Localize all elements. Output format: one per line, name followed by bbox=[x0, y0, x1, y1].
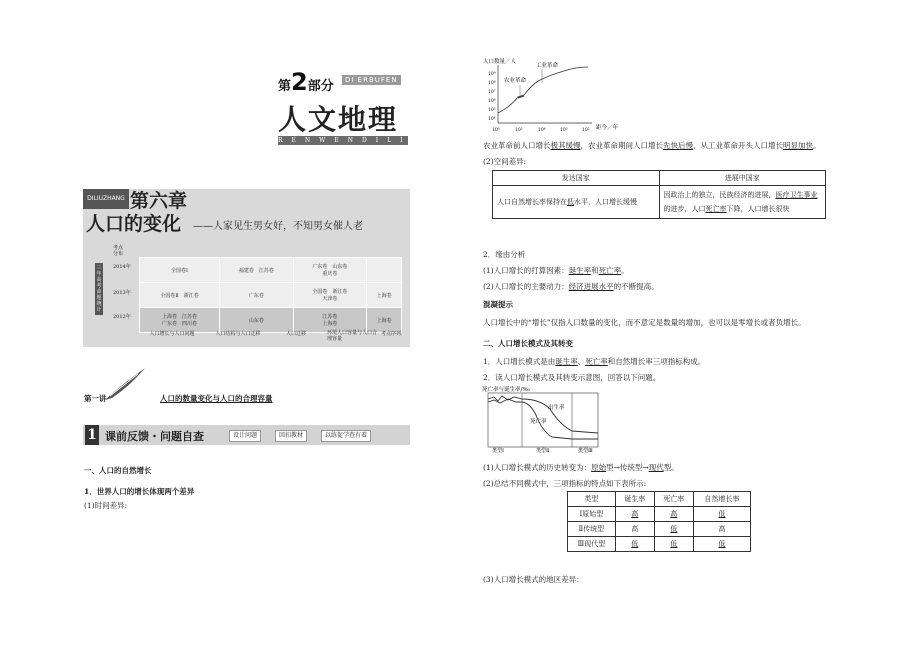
main-driving-force bbox=[483, 281, 659, 292]
table-cell: 上海卷 bbox=[367, 283, 402, 308]
text: 型。 bbox=[663, 463, 679, 472]
text: 因政治上的独立，民族经济的进展， bbox=[663, 191, 776, 199]
answer: 诞生率 bbox=[555, 357, 578, 366]
part-header bbox=[278, 68, 408, 136]
country-comparison-table bbox=[492, 170, 826, 219]
part-number: 2 bbox=[291, 68, 308, 96]
table-row bbox=[493, 186, 826, 219]
text: ，从工业革命开头人口增长 bbox=[693, 141, 783, 150]
text: 水平，人口增长缓慢 bbox=[574, 197, 637, 206]
text: 和 bbox=[591, 266, 599, 275]
chapter-number: 第六章 bbox=[130, 190, 188, 212]
death-rate-label: 死亡率 bbox=[530, 419, 547, 425]
exam-footer-label: 考点序列 bbox=[381, 331, 402, 337]
answer: 死亡率 bbox=[585, 357, 608, 366]
answer: 诞生率 bbox=[568, 266, 592, 275]
table-row bbox=[140, 308, 402, 333]
x-tick-label: 10⁶ bbox=[492, 128, 500, 133]
text: ，农业革命期间人口增长 bbox=[580, 141, 663, 150]
lesson-label: 第一讲 bbox=[84, 394, 107, 403]
exam-side-label: 三年高考命题统计 bbox=[96, 265, 102, 313]
chart1-industry-annotation: 工业革命 bbox=[536, 63, 559, 69]
table-row bbox=[140, 258, 402, 283]
answer: 极其缓慢 bbox=[550, 141, 581, 150]
heading-growth-model: 二、人口增长模式及其转变 bbox=[483, 339, 573, 348]
table-header: 诞生率 bbox=[615, 492, 654, 507]
year-2013: 2013年 bbox=[113, 290, 131, 296]
part-suffix: 部分 bbox=[307, 79, 334, 94]
text: 1．人口增长模式是由 bbox=[483, 357, 556, 366]
exam-stats-table bbox=[139, 257, 402, 333]
y-tick-label: 10⁵ bbox=[488, 108, 496, 113]
text: 人口自然增长率保持在 bbox=[497, 197, 567, 206]
chart1-agri-annotation: 农业革命 bbox=[504, 78, 527, 84]
read-diagram-prompt: 2．读人口增长模式及其转变示意图，回答以下问题。 bbox=[483, 373, 661, 382]
y-tick-label: 10⁸ bbox=[488, 81, 496, 86]
text: 、 bbox=[577, 357, 586, 366]
type-label: 类型Ⅰ bbox=[492, 448, 504, 453]
chart1-ylabel: 人口数量／人 bbox=[483, 59, 517, 65]
table-cell: 广东卷 山东卷 重庆卷 bbox=[293, 258, 367, 283]
table-cell: 高 bbox=[615, 522, 654, 537]
answer: 死亡率 bbox=[705, 205, 727, 213]
column-label: 人口增长与人口问题 bbox=[149, 331, 195, 337]
table-row bbox=[568, 522, 751, 537]
heading-natural-growth: 一、人口的自然增长 bbox=[84, 466, 152, 475]
table-cell: 江苏卷 上海卷 bbox=[293, 308, 367, 333]
table-header: 进展中国家 bbox=[659, 171, 826, 186]
table-cell: Ⅲ现代型 bbox=[568, 537, 616, 552]
table-cell: Ⅱ传统型 bbox=[568, 522, 616, 537]
table-cell: 上海卷 江苏卷 广东卷 四川卷 bbox=[140, 308, 220, 333]
text: 农业革命前人口增长 bbox=[483, 141, 551, 150]
year-2012: 2012年 bbox=[113, 314, 131, 320]
table-row bbox=[568, 492, 751, 507]
table-cell bbox=[659, 186, 826, 219]
model-indicator-table bbox=[567, 491, 751, 552]
section-bar bbox=[83, 425, 410, 445]
text: 型→传统型→ bbox=[606, 463, 649, 472]
part-title: 人文地理 bbox=[278, 103, 399, 136]
chart2-ylabel: 死亡率与诞生率/‰ bbox=[482, 387, 530, 393]
historical-transition bbox=[483, 462, 679, 473]
table-cell: 山东卷 bbox=[220, 308, 294, 333]
design-question-button[interactable]: 设计问题 bbox=[229, 430, 261, 442]
table-cell: 高 bbox=[693, 522, 750, 537]
table-cell: 低 bbox=[654, 522, 693, 537]
table-header: 发达国家 bbox=[493, 171, 660, 186]
text: 。 bbox=[813, 141, 821, 150]
model-definition bbox=[483, 356, 705, 367]
table-cell: 全国卷Ⅰ bbox=[140, 258, 220, 283]
space-difference-label: (2)空间差异: bbox=[483, 157, 527, 166]
column-label: 环境人口容量与人口合理容量 bbox=[327, 330, 378, 342]
x-tick-label: 10⁵ bbox=[515, 128, 523, 133]
text: 的不断提高。 bbox=[613, 282, 659, 291]
section-title: 课前反馈・问题自查 bbox=[105, 430, 204, 443]
text: (1)人口增长模式的历史转变为： bbox=[483, 463, 592, 472]
reason-analysis-heading: 2．缘由分析 bbox=[483, 250, 526, 259]
exam-corner-label: 考点 分布 bbox=[113, 245, 124, 257]
lesson-title: 人口的数量变化与人口的合理容量 bbox=[160, 394, 273, 403]
table-row bbox=[493, 171, 826, 186]
table-header: 自然增长率 bbox=[693, 492, 750, 507]
type-label: 类型Ⅲ bbox=[578, 448, 593, 453]
table-cell: Ⅰ原始型 bbox=[568, 507, 616, 522]
table-row bbox=[568, 537, 751, 552]
answer: 医疗卫生事业 bbox=[775, 191, 818, 199]
part-pinyin: DI ERBUFEN bbox=[342, 75, 401, 85]
answer: 先快后慢 bbox=[663, 141, 693, 150]
answer: 现代 bbox=[648, 463, 664, 472]
table-cell: 福建卷 江苏卷 bbox=[220, 258, 294, 283]
column-label: 人口结构与人口迁移 bbox=[215, 331, 261, 337]
chapter-banner bbox=[83, 189, 410, 347]
summary-label: (2)总结不同模式中，三项指标的特点如下表所示: bbox=[483, 479, 647, 488]
table-cell: 低 bbox=[693, 507, 750, 522]
table-cell: 高 bbox=[615, 507, 654, 522]
table-cell: 高 bbox=[654, 507, 693, 522]
answer: 死亡率 bbox=[598, 266, 622, 275]
practice-button[interactable]: 以练促学查有着 bbox=[321, 430, 371, 442]
part-prefix: 第 bbox=[278, 79, 292, 94]
section-number: 1 bbox=[85, 425, 99, 445]
textbook-review-button[interactable]: 回扣教材 bbox=[275, 430, 307, 442]
decisive-factors bbox=[483, 265, 629, 276]
table-cell: 低 bbox=[615, 537, 654, 552]
x-tick-label: 10² bbox=[582, 128, 590, 133]
table-cell bbox=[367, 258, 402, 283]
time-difference-label: (1)时间差异: bbox=[84, 501, 128, 510]
table-row bbox=[568, 507, 751, 522]
chapter-title: 人口的变化 bbox=[86, 213, 182, 235]
text: 的进步，人口 bbox=[663, 205, 706, 213]
table-cell: 低 bbox=[654, 537, 693, 552]
table-header: 类型 bbox=[568, 492, 616, 507]
y-tick-label: 10⁴ bbox=[488, 117, 496, 122]
y-tick-label: 10⁷ bbox=[488, 90, 496, 95]
x-tick-label: 10³ bbox=[560, 128, 568, 133]
birth-rate-label: 出生率 bbox=[548, 405, 565, 411]
regional-difference-label: (3)人口增长模式的地区差异： bbox=[483, 575, 584, 584]
chapter-pinyin: DILIUZHANG bbox=[83, 189, 129, 209]
paragraph-time-difference bbox=[483, 140, 821, 151]
table-cell bbox=[493, 186, 660, 219]
year-2014: 2014年 bbox=[113, 264, 131, 270]
y-tick-label: 10⁹ bbox=[488, 72, 496, 77]
tip-text: 人口增长中的“增长”仅指人口数量的变化，而不意定是数量的增加，也可以是零增长或者负增长。 bbox=[483, 318, 806, 327]
chart1-xlabel: 距今／年 bbox=[596, 125, 619, 131]
table-cell: 低 bbox=[693, 537, 750, 552]
growth-model-diagram bbox=[480, 385, 605, 453]
text: 。 bbox=[621, 266, 629, 275]
answer: 经济进展水平 bbox=[568, 282, 614, 291]
y-tick-label: 10⁶ bbox=[488, 99, 496, 104]
x-tick-label: 10⁴ bbox=[538, 128, 546, 133]
answer: 低 bbox=[567, 197, 574, 206]
chapter-subtitle: ——人家见生男女好，不知男女催人老 bbox=[193, 221, 363, 232]
tip-label: 混凝提示 bbox=[483, 300, 513, 309]
table-cell: 全国卷Ⅱ 浙江卷 bbox=[140, 283, 220, 308]
table-row bbox=[140, 283, 402, 308]
column-label: 人口迁移 bbox=[285, 331, 306, 337]
text: (2)人口增长的主要动力： bbox=[483, 282, 569, 291]
answer: 原始 bbox=[591, 463, 607, 472]
text: 和自然增长率三项指标构成。 bbox=[607, 357, 706, 366]
text: (1)人口增长的打算因素： bbox=[483, 266, 569, 275]
table-cell: 广东卷 bbox=[220, 283, 294, 308]
part-subtitle: RENWENDILI bbox=[278, 137, 412, 144]
answer: 明显加快 bbox=[783, 141, 813, 150]
heading-two-differences: 1．世界人口的增长体现两个差异 bbox=[84, 487, 195, 496]
table-cell: 全国卷 浙江卷 天津卷 bbox=[293, 283, 367, 308]
table-cell: 上海卷 bbox=[367, 308, 402, 333]
table-header: 死亡率 bbox=[654, 492, 693, 507]
population-history-chart bbox=[480, 55, 620, 135]
text: 下降，人口增长很快 bbox=[726, 205, 790, 213]
feather-pen-icon bbox=[100, 366, 150, 402]
type-label: 类型Ⅱ bbox=[536, 448, 550, 453]
